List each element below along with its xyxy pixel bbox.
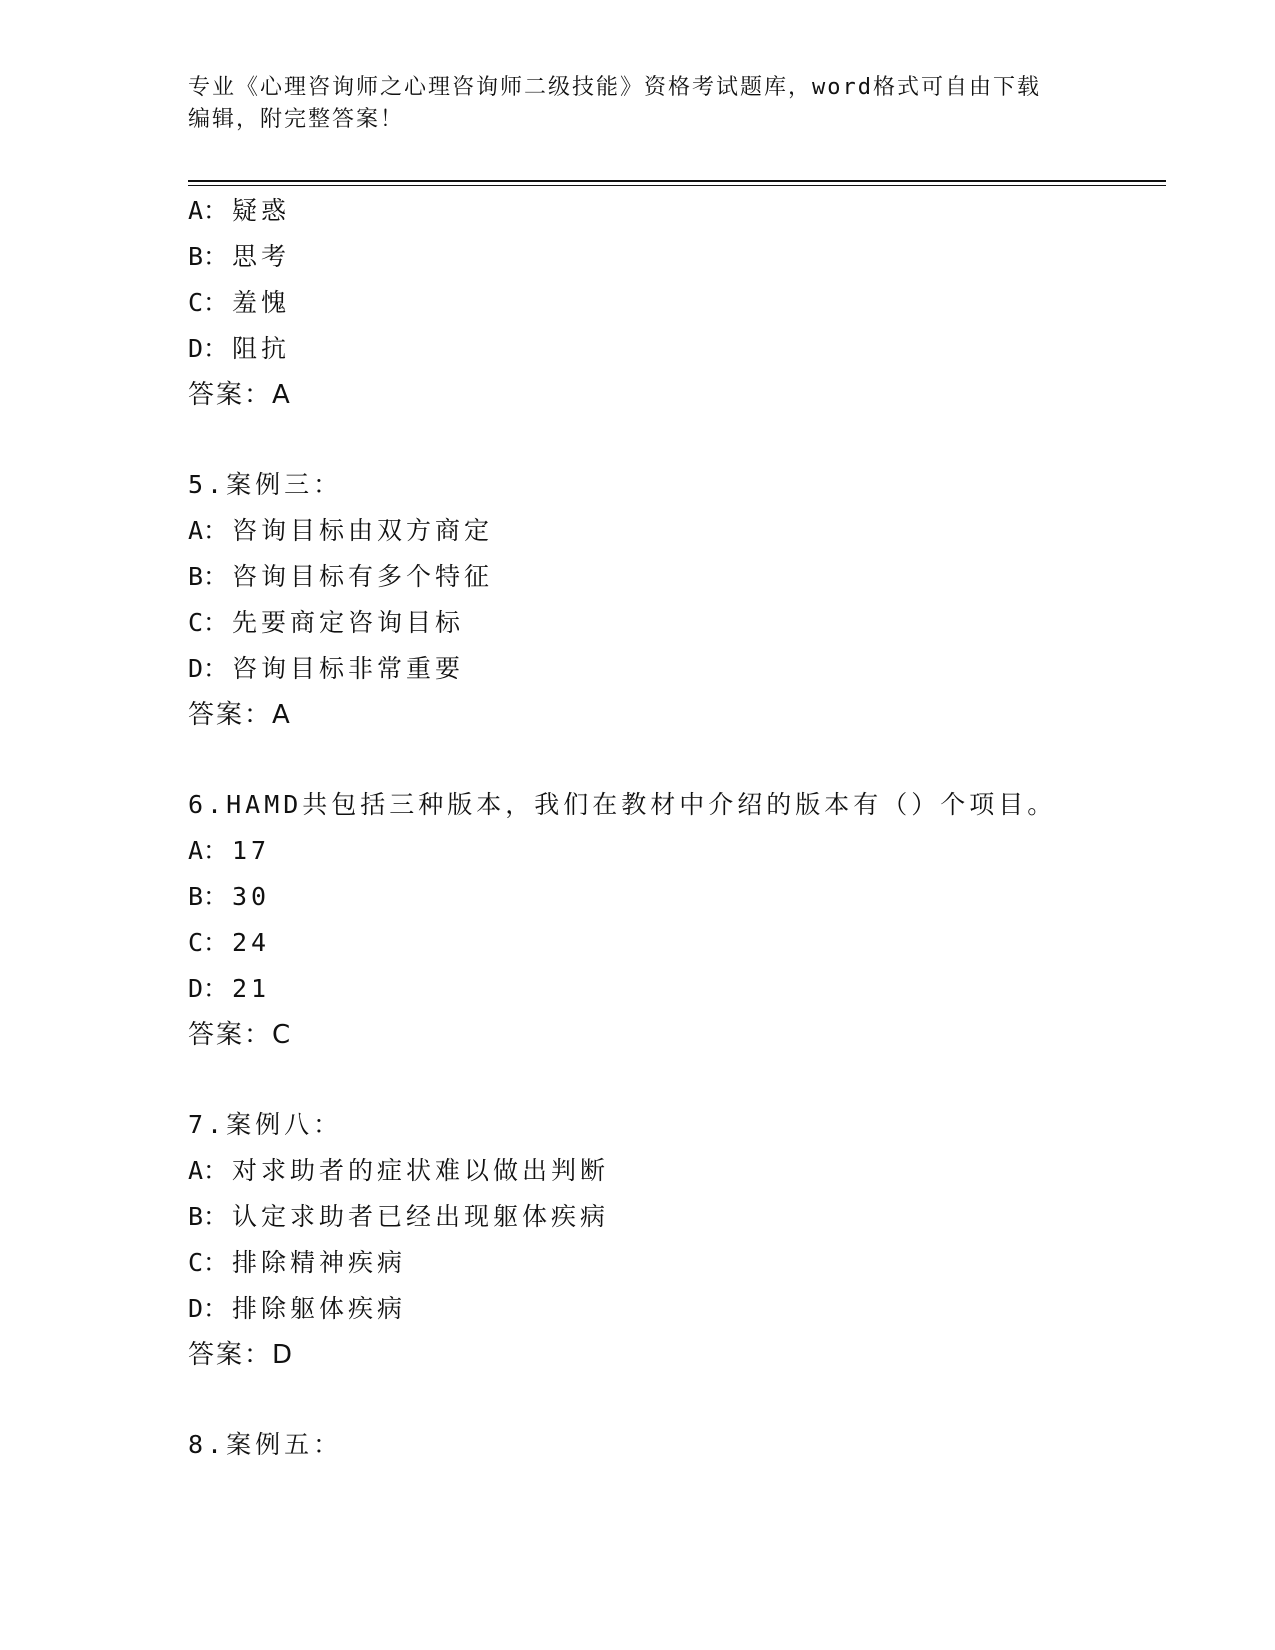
option-text: 思考 — [232, 242, 291, 271]
question-block — [188, 1102, 1168, 1378]
option-b — [188, 234, 1168, 280]
option-text: 排除躯体疾病 — [232, 1294, 407, 1323]
option-text: 疑惑 — [232, 196, 291, 225]
option-c — [188, 1240, 1168, 1286]
option-d — [188, 1286, 1168, 1332]
option-text: 21 — [232, 974, 271, 1003]
option-a — [188, 188, 1168, 234]
option-a — [188, 1148, 1168, 1194]
option-text: 认定求助者已经出现躯体疾病 — [232, 1202, 610, 1231]
document-header — [188, 72, 1088, 136]
block-spacer — [188, 1378, 1168, 1422]
option-label: D： — [188, 1294, 229, 1323]
question-stem: 8.案例五： — [188, 1430, 343, 1459]
option-text: 24 — [232, 928, 271, 957]
option-label: C： — [188, 288, 229, 317]
option-label: D： — [188, 974, 229, 1003]
option-label: C： — [188, 608, 229, 637]
answer-line: 答案：A — [188, 380, 292, 410]
option-d — [188, 326, 1168, 372]
answer-line: 答案：A — [188, 700, 292, 730]
option-a — [188, 508, 1168, 554]
option-label: B： — [188, 242, 229, 271]
option-text: 30 — [232, 882, 271, 911]
option-text: 咨询目标非常重要 — [232, 654, 465, 683]
option-label: D： — [188, 654, 229, 683]
option-d — [188, 646, 1168, 692]
option-text: 咨询目标有多个特征 — [232, 562, 494, 591]
option-c — [188, 600, 1168, 646]
option-label: A： — [188, 1156, 229, 1185]
question-block — [188, 782, 1168, 1058]
answer-line: 答案：C — [188, 1020, 293, 1050]
option-b — [188, 874, 1168, 920]
option-d — [188, 966, 1168, 1012]
option-label: A： — [188, 836, 229, 865]
header-line-1: 专业《心理咨询师之心理咨询师二级技能》资格考试题库，word格式可自由下载 — [188, 75, 1041, 100]
header-divider-thick — [188, 180, 1166, 182]
question-list — [188, 188, 1168, 1468]
option-b — [188, 554, 1168, 600]
option-text: 17 — [232, 836, 271, 865]
option-a — [188, 828, 1168, 874]
option-text: 阻抗 — [232, 334, 291, 363]
question-block — [188, 188, 1168, 418]
question-stem: 7.案例八： — [188, 1110, 343, 1139]
question-stem: 5.案例三： — [188, 470, 343, 499]
option-label: A： — [188, 516, 229, 545]
header-divider-thin — [188, 185, 1166, 186]
option-c — [188, 280, 1168, 326]
block-spacer — [188, 418, 1168, 462]
option-label: A： — [188, 196, 229, 225]
option-c — [188, 920, 1168, 966]
question-stem: 6.HAMD共包括三种版本，我们在教材中介绍的版本有（）个项目。 — [188, 790, 1057, 819]
option-label: B： — [188, 562, 229, 591]
option-label: C： — [188, 928, 229, 957]
answer-line: 答案：D — [188, 1340, 295, 1370]
option-text: 咨询目标由双方商定 — [232, 516, 494, 545]
option-text: 对求助者的症状难以做出判断 — [232, 1156, 610, 1185]
question-block — [188, 1422, 1168, 1468]
option-label: D： — [188, 334, 229, 363]
option-b — [188, 1194, 1168, 1240]
option-label: B： — [188, 882, 229, 911]
option-label: C： — [188, 1248, 229, 1277]
block-spacer — [188, 738, 1168, 782]
question-block — [188, 462, 1168, 738]
option-text: 排除精神疾病 — [232, 1248, 407, 1277]
option-text: 羞愧 — [232, 288, 291, 317]
option-label: B： — [188, 1202, 229, 1231]
header-line-2: 编辑，附完整答案！ — [188, 107, 405, 132]
block-spacer — [188, 1058, 1168, 1102]
option-text: 先要商定咨询目标 — [232, 608, 465, 637]
